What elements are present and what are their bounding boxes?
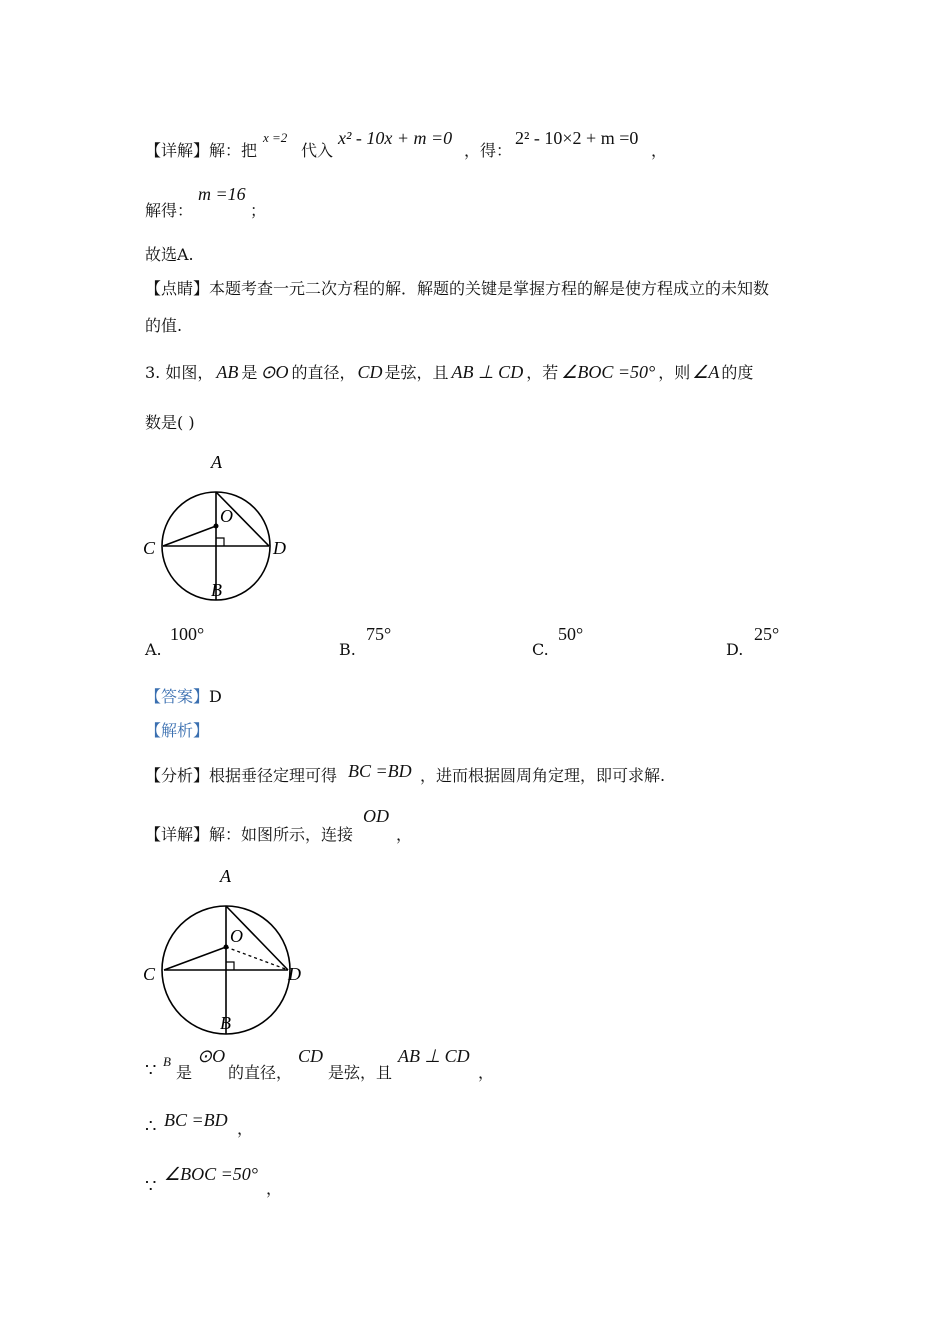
label-a: A	[211, 452, 222, 472]
answer-label: 【答案】	[145, 687, 210, 706]
solve-label: 解得：	[145, 201, 194, 220]
label-o-2: O	[230, 926, 243, 946]
text-if: ，若	[526, 363, 559, 382]
s1-perp: AB ⊥ CD	[398, 1046, 470, 1066]
label-b: B	[211, 580, 222, 600]
because-symbol-1: ∵	[145, 1060, 157, 1081]
answer-line	[145, 684, 222, 707]
s3-comma: ，	[266, 1179, 283, 1198]
option-b-letter: B.	[339, 640, 356, 659]
option-a-value: 100°	[170, 624, 205, 644]
segment-ab: AB	[216, 362, 239, 382]
solve-value: m =16	[198, 184, 246, 204]
circle-figure-2	[140, 862, 310, 1038]
therefore-symbol: ∴	[145, 1116, 157, 1137]
segment-cd: CD	[357, 362, 383, 382]
comma-2: ，	[396, 825, 413, 844]
option-d-letter: D.	[726, 640, 744, 659]
option-a-letter: A.	[145, 640, 162, 659]
s1-comma: ，	[478, 1063, 495, 1082]
circle-figure-1	[140, 450, 300, 602]
detail-label: 【详解】解：把	[145, 141, 258, 160]
label-c-2: C	[143, 964, 156, 984]
s1-is: 是	[176, 1063, 193, 1082]
text-chord: 是弦，且	[384, 363, 449, 382]
segment-oc	[163, 526, 216, 546]
option-c-value: 50°	[558, 624, 584, 644]
option-b-value: 75°	[366, 624, 392, 644]
condition-expression: x =2	[263, 130, 288, 145]
label-o: O	[220, 506, 233, 526]
angle-boc: ∠BOC =50°	[561, 362, 656, 382]
option-c-letter: C.	[532, 640, 549, 659]
s1-circle-o: ⊙O	[197, 1046, 226, 1066]
semicolon: ；	[250, 201, 267, 220]
point-b: B	[163, 1054, 171, 1069]
because-symbol-2: ∵	[145, 1176, 157, 1197]
s2-comma: ，	[237, 1119, 254, 1138]
s3-angle: ∠BOC =50°	[164, 1164, 258, 1184]
label-c: C	[143, 538, 156, 558]
segment-od-dashed	[226, 947, 288, 970]
question-number: 3. 如图，	[145, 363, 214, 382]
analysis-label: 【分析】根据垂径定理可得	[145, 766, 338, 785]
comma: ，	[651, 141, 668, 160]
analysis-rest: ，进而根据圆周角定理，即可求解.	[420, 766, 666, 785]
get-text: ，得：	[464, 141, 513, 160]
detail-line-1	[145, 138, 257, 161]
label-d: D	[273, 538, 286, 558]
s1-cd: CD	[298, 1046, 324, 1066]
circle-o: ⊙O	[260, 362, 289, 382]
label-d-2: D	[288, 964, 301, 984]
remark-line-1: 【点睛】本题考查一元二次方程的解．解题的关键是掌握方程的解是使方程成立的未知数	[145, 279, 770, 298]
segment-oc-2	[164, 947, 226, 970]
center-point	[214, 524, 219, 529]
label-b-2: B	[220, 1013, 231, 1033]
s2-equal-arcs: BC =BD	[164, 1110, 228, 1130]
explanation-label: 【解析】	[145, 721, 210, 740]
text-diameter: 的直径，	[291, 363, 356, 382]
substituted-equation: 2² - 10×2 + m =0	[515, 128, 639, 148]
right-angle-mark	[216, 538, 224, 546]
right-angle-mark-2	[226, 962, 234, 970]
text-is: 是	[241, 363, 258, 382]
s1-chord: 是弦，且	[328, 1063, 393, 1082]
detail-connect-label: 【详解】解：如图所示，连接	[145, 825, 354, 844]
answer-value: D	[209, 687, 222, 706]
label-a-2: A	[220, 866, 231, 886]
angle-a: ∠A	[692, 362, 720, 382]
perpendicular-relation: AB ⊥ CD	[451, 362, 524, 382]
center-point-2	[224, 945, 229, 950]
question-3-line-1	[145, 360, 753, 383]
question-3-line-2: 数是( )	[145, 413, 195, 432]
remark-line-2: 的值.	[145, 316, 183, 335]
text-degree: 的度	[721, 363, 754, 382]
substitute-text: 代入	[301, 141, 334, 160]
s1-diameter: 的直径，	[228, 1063, 293, 1082]
text-then: ，则	[658, 363, 691, 382]
equal-arcs: BC =BD	[348, 761, 412, 781]
choice-statement: 故选A.	[145, 245, 194, 264]
equation-expression: x² - 10x + m =0	[338, 128, 453, 148]
option-d-value: 25°	[754, 624, 780, 644]
segment-od: OD	[363, 806, 389, 826]
